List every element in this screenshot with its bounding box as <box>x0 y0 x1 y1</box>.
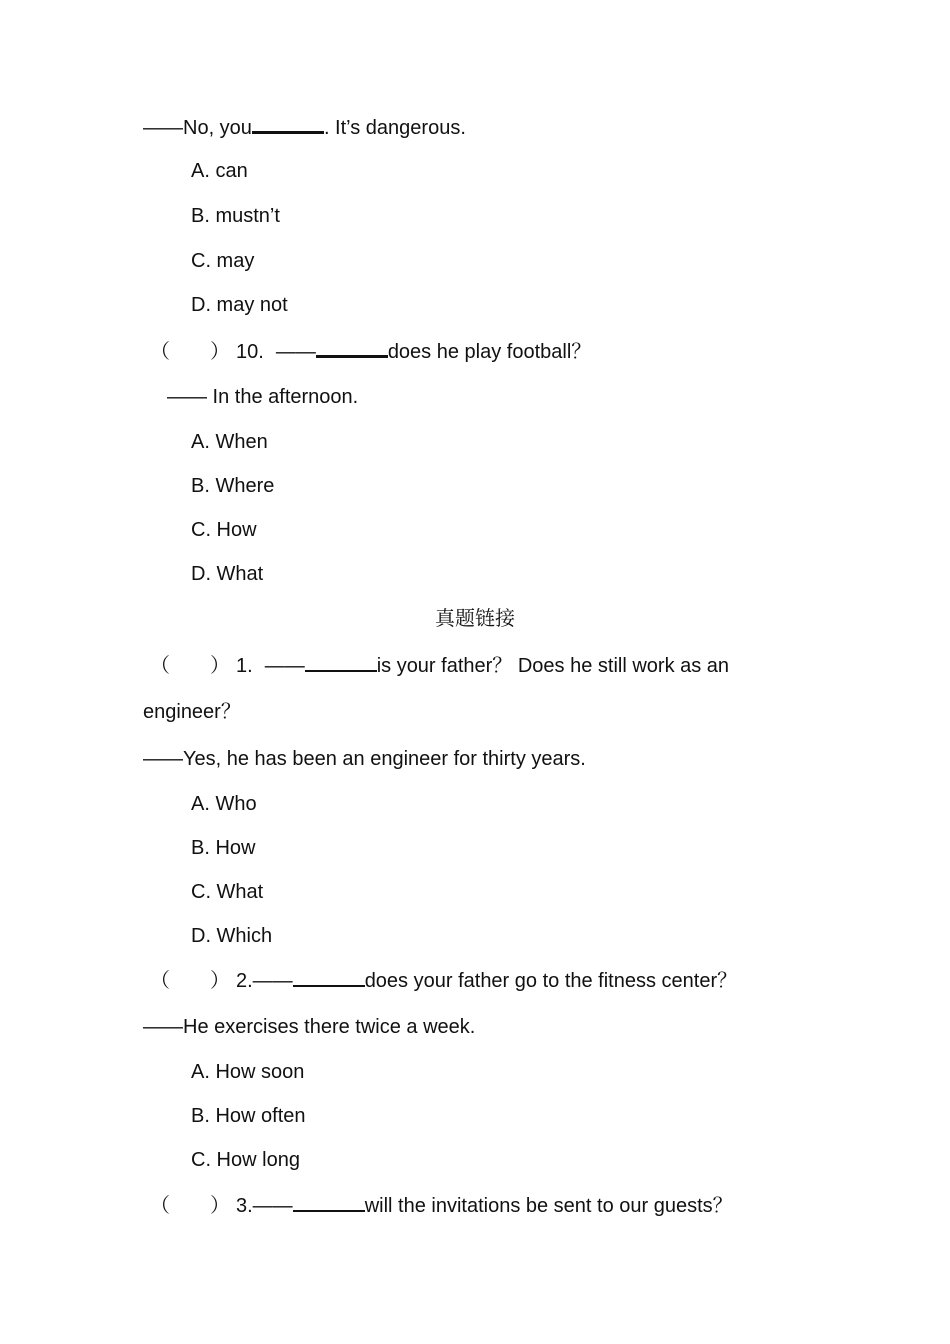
q10-option-a: A. When <box>191 431 268 453</box>
r3-blank <box>293 1192 365 1212</box>
q9-option-b: B. mustn’t <box>191 205 280 227</box>
q10-bracket: （ ） <box>150 339 230 363</box>
r2-answer-line: ——He exercises there twice a week. <box>143 1016 476 1038</box>
r1-option-b: B. How <box>191 837 256 859</box>
q9-suffix: . It’s dangerous. <box>323 117 466 139</box>
r1-question-continuation: engineer？ <box>143 701 241 723</box>
r1-answer-line: ——Yes, he has been an engineer for thirty years. <box>143 748 586 770</box>
section-title: 真题链接 <box>435 606 515 630</box>
r1-question-line <box>150 652 729 679</box>
q10-dash: —— <box>275 341 316 363</box>
q10-text: does he play football？ <box>387 341 592 363</box>
q10-option-c: C. How <box>191 519 257 541</box>
r1-blank <box>305 652 377 672</box>
r1-bracket: （ ） <box>150 653 230 677</box>
r1-option-d: D. Which <box>191 925 273 947</box>
q9-prefix: ——No, you <box>143 117 252 139</box>
r1-dash: —— <box>264 655 305 677</box>
q10-question-line <box>150 337 591 365</box>
r3-question-line <box>150 1192 733 1219</box>
q10-option-d: D. What <box>191 563 264 585</box>
r2-question-line <box>150 967 737 994</box>
r2-option-a: A. How soon <box>191 1061 305 1083</box>
r1-option-a: A. Who <box>191 793 257 815</box>
r3-bracket: （ ） <box>150 1193 230 1217</box>
q9-option-c: C. may <box>191 250 255 272</box>
r2-number: 2.—— <box>236 970 293 992</box>
r2-text: does your father go to the fitness center？ <box>364 970 738 992</box>
r2-option-b: B. How often <box>191 1105 306 1127</box>
r2-option-c: C. How long <box>191 1149 300 1171</box>
q10-option-b: B. Where <box>191 475 275 497</box>
q10-answer-line: —— In the afternoon. <box>167 386 359 408</box>
r3-text: will the invitations be sent to our guests？ <box>364 1195 733 1217</box>
q9-response-line <box>143 113 466 141</box>
r1-option-c: C. What <box>191 881 264 903</box>
q9-option-a: A. can <box>191 160 248 182</box>
r2-bracket: （ ） <box>150 968 230 992</box>
q10-blank <box>316 337 388 358</box>
q9-blank <box>252 113 324 134</box>
r1-number: 1. <box>236 655 253 677</box>
r3-number: 3.—— <box>236 1195 293 1217</box>
r1-text: is your father？ Does he still work as an <box>376 655 730 677</box>
r2-blank <box>293 967 365 987</box>
q9-option-d: D. may not <box>191 294 288 316</box>
q10-number: 10. <box>236 341 264 363</box>
